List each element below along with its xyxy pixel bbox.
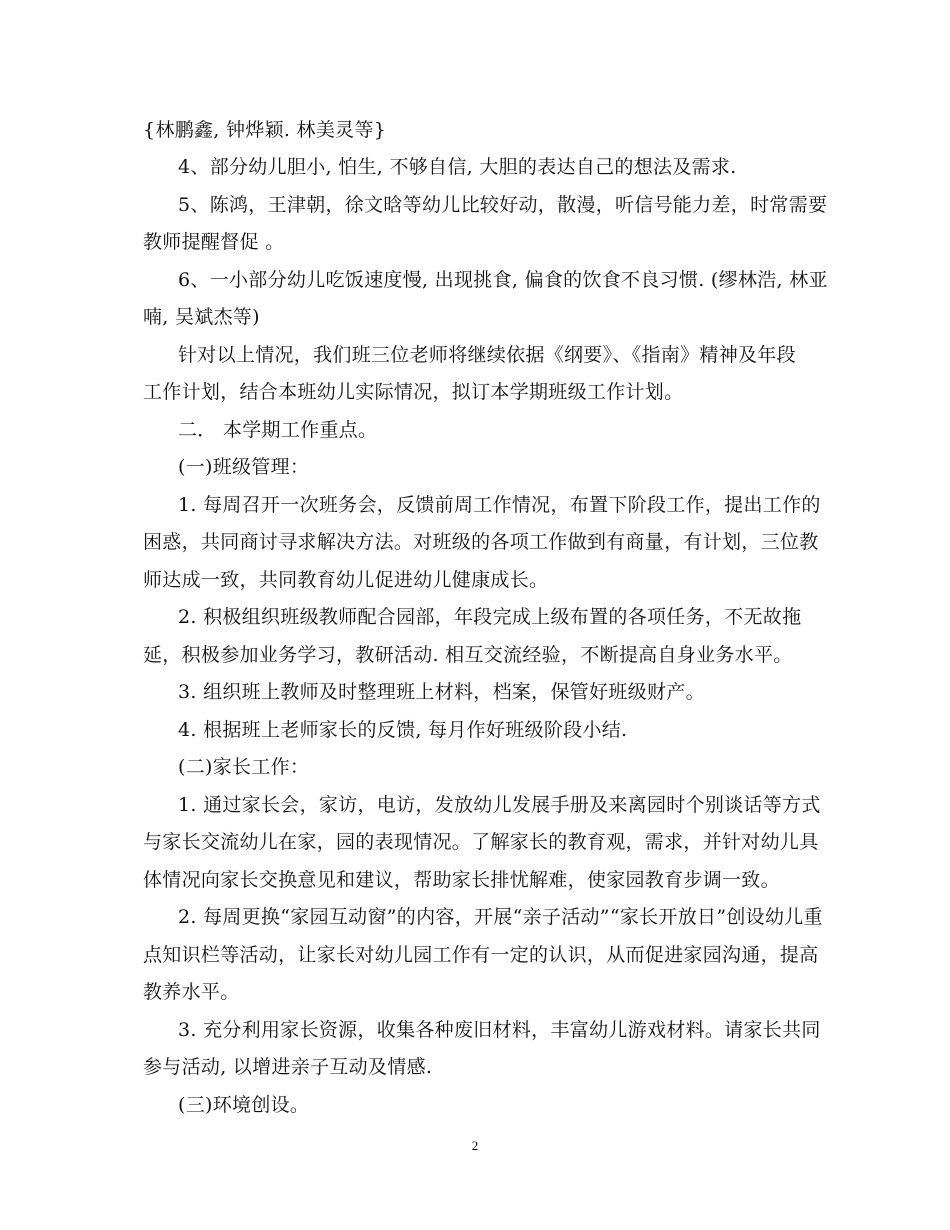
text-line: 6、一小部分幼儿吃饭速度慢, 出现挑食, 偏食的饮食不良习惯. (缪林浩, 林亚	[178, 269, 828, 291]
text-line: 1. 通过家长会，家访，电访，发放幼儿发展手册及来离园时个别谈话等方式	[178, 794, 821, 816]
text-line: 困惑，共同商讨寻求解决方法。对班级的各项工作做到有商量，有计划，三位教	[143, 531, 819, 553]
text-line: 延，积极参加业务学习，教研活动. 相互交流经验，不断提高自身业务水平。	[143, 644, 793, 666]
page-number: 2	[471, 1138, 479, 1153]
text-line: 2. 积极组织班级教师配合园部，年段完成上级布置的各项任务，不无故拖	[178, 606, 802, 628]
section-heading: 二． 本学期工作重点。	[178, 419, 378, 441]
text-line: 3. 充分利用家长资源，收集各种废旧材料，丰富幼儿游戏材料。请家长共同	[178, 1019, 821, 1041]
text-line: 喃, 吴斌杰等)	[143, 306, 260, 328]
text-line: 针对以上情况，我们班三位老师将继续依据《纲要》、《指南》精神及年段	[178, 344, 796, 366]
text-line: 与家长交流幼儿在家，园的表现情况。了解家长的教育观，需求，并针对幼儿具	[143, 831, 819, 853]
subsection-heading: (二)家长工作：	[178, 756, 310, 778]
text-line: 师达成一致，共同教育幼儿促进幼儿健康成长。	[143, 569, 549, 591]
text-line: 4. 根据班上老师家长的反馈, 每月作好班级阶段小结.	[178, 719, 628, 741]
text-line: {林鹏鑫, 钟烨颖. 林美灵等}	[143, 119, 387, 141]
subsection-heading: (一)班级管理：	[178, 456, 310, 478]
subsection-heading: (三)环境创设。	[178, 1094, 310, 1116]
text-line: 1. 每周召开一次班务会，反馈前周工作情况，布置下阶段工作，提出工作的	[178, 494, 821, 516]
text-line: 4、部分幼儿胆小, 怕生, 不够自信, 大胆的表达自己的想法及需求.	[178, 156, 737, 178]
text-line: 参与活动, 以增进亲子互动及情感.	[143, 1056, 433, 1078]
text-line: 体情况向家长交换意见和建议，帮助家长排忧解难，使家园教育步调一致。	[143, 869, 780, 891]
text-line: 3. 组织班上教师及时整理班上材料，档案，保管好班级财产。	[178, 681, 705, 703]
text-line: 教养水平。	[143, 981, 240, 1003]
text-line: 教师提醒督促 。	[143, 231, 285, 253]
text-line: 2. 每周更换“家园互动窗”的内容，开展“亲子活动”“家长开放日”创设幼儿重	[178, 906, 823, 928]
text-line: 5、陈鸿，王津朝，徐文晗等幼儿比较好动，散漫，听信号能力差，时常需要	[178, 194, 828, 216]
text-line: 点知识栏等活动，让家长对幼儿园工作有一定的认识，从而促进家园沟通，提高	[143, 944, 819, 966]
text-line: 工作计划，结合本班幼儿实际情况，拟订本学期班级工作计划。	[143, 381, 684, 403]
